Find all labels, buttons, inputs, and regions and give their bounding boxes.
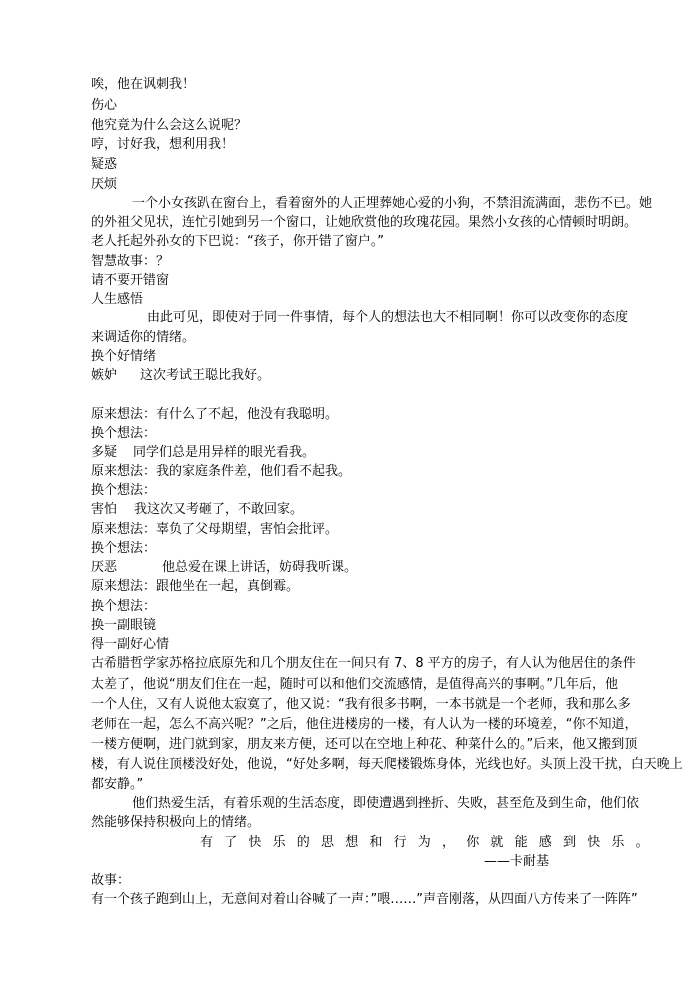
situation-text: 同学们总是用异样的眼光看我。 bbox=[133, 445, 316, 460]
text-line: 伤心 bbox=[91, 98, 118, 113]
paragraph-line: 都安静。” bbox=[91, 777, 144, 792]
text-line: 原来想法：跟他坐在一起，真倒霉。 bbox=[91, 579, 300, 594]
emotion-line bbox=[91, 445, 315, 461]
text-line: 故事： bbox=[91, 873, 131, 888]
paragraph-line: 太差了，他说“朋友们住在一起，随时可以和他们交流感情，是值得高兴的事啊。”几年后，他 bbox=[91, 677, 618, 692]
paragraph-line: 有一个孩子跑到山上，无意间对着山谷喊了一声：”喂……”声音刚落，从四面八方传来了一阵阵” bbox=[91, 892, 638, 907]
emotion-label: 多疑 bbox=[91, 445, 118, 460]
quote-line: 有了快乐的思想和行为，你就能感到快乐。 bbox=[200, 835, 660, 850]
paragraph-line: 一个人住，又有人说他太寂寞了，他又说：“我有很多书啊，一本书就是一个老师，我和那么多 bbox=[91, 697, 631, 712]
text-line: 智慧故事：？ bbox=[91, 254, 170, 269]
paragraph-line: 古希腊哲学家苏格拉底原先和几个朋友住在一间只有 7、8 平方的房子，有人认为他居住的条件 bbox=[91, 656, 636, 671]
text-line: 换个想法： bbox=[91, 541, 157, 556]
paragraph-line: 然能够保持积极向上的情绪。 bbox=[91, 815, 261, 830]
text-line: 请不要开错窗 bbox=[91, 273, 170, 288]
emotion-line bbox=[91, 368, 270, 384]
emotion-label: 厌恶 bbox=[91, 560, 118, 575]
text-line: 哼，讨好我，想利用我！ bbox=[91, 137, 235, 152]
paragraph-line: 老师在一起，怎么不高兴呢？”之后，他住进楼房的一楼，有人认为一楼的环境差，“你不知道， bbox=[91, 717, 638, 732]
text-line: 原来想法：有什么了不起，他没有我聪明。 bbox=[91, 407, 339, 422]
paragraph-line: 的外祖父见状，连忙引她到另一个窗口，让她欣赏他的玫瑰花园。果然小女孩的心情顿时明朗。 bbox=[91, 215, 638, 230]
text-line: 换一副眼镜 bbox=[91, 618, 157, 633]
text-line: 人生感悟 bbox=[91, 292, 144, 307]
situation-text: 我这次又考砸了，不敢回家。 bbox=[134, 502, 304, 517]
quote-author: ——卡耐基 bbox=[484, 854, 550, 869]
emotion-label: 嫉妒 bbox=[91, 368, 118, 383]
paragraph-line: 他们热爱生活，有着乐观的生活态度，即使遭遇到挫折、失败，甚至危及到生命，他们依 bbox=[132, 796, 640, 811]
situation-text: 他总爱在课上讲话，妨碍我听课。 bbox=[162, 560, 358, 575]
situation-text: 这次考试王聪比我好。 bbox=[140, 368, 271, 383]
text-line: 原来想法：辜负了父母期望，害怕会批评。 bbox=[91, 522, 339, 537]
emotion-label: 害怕 bbox=[91, 502, 118, 517]
text-line: 换个想法： bbox=[91, 426, 157, 441]
emotion-line bbox=[91, 560, 357, 576]
emotion-line bbox=[91, 502, 303, 518]
text-line: 得一副好心情 bbox=[91, 637, 170, 652]
text-line: 厌烦 bbox=[91, 177, 118, 192]
text-line: 疑惑 bbox=[91, 157, 118, 172]
paragraph-line: 来调适你的情绪。 bbox=[91, 330, 196, 345]
text-line: 换个想法： bbox=[91, 599, 157, 614]
text-line: 原来想法：我的家庭条件差，他们看不起我。 bbox=[91, 464, 352, 479]
paragraph-line: 楼，有人说住顶楼没好处，他说，“好处多啊，每天爬楼锻炼身体，光线也好。头顶上没干扰，白天晚上 bbox=[91, 757, 683, 772]
paragraph-line: 由此可见，即使对于同一件事情，每个人的想法也大不相同啊！你可以改变你的态度 bbox=[147, 310, 629, 325]
paragraph-line: 老人托起外孙女的下巴说：“孩子，你开错了窗户。” bbox=[91, 234, 384, 249]
text-line: 唉，他在讽刺我！ bbox=[91, 77, 196, 92]
paragraph-line: 一楼方便啊，进门就到家，朋友来方便，还可以在空地上种花、种菜什么的。”后来，他又搬到顶 bbox=[91, 737, 638, 752]
text-line: 换个想法： bbox=[91, 483, 157, 498]
paragraph-line: 一个小女孩趴在窗台上，看着窗外的人正埋葬她心爱的小狗，不禁泪流满面，悲伤不已。她 bbox=[132, 196, 653, 211]
text-line: 他究竟为什么会这么说呢？ bbox=[91, 118, 248, 133]
text-line: 换个好情绪 bbox=[91, 349, 157, 364]
